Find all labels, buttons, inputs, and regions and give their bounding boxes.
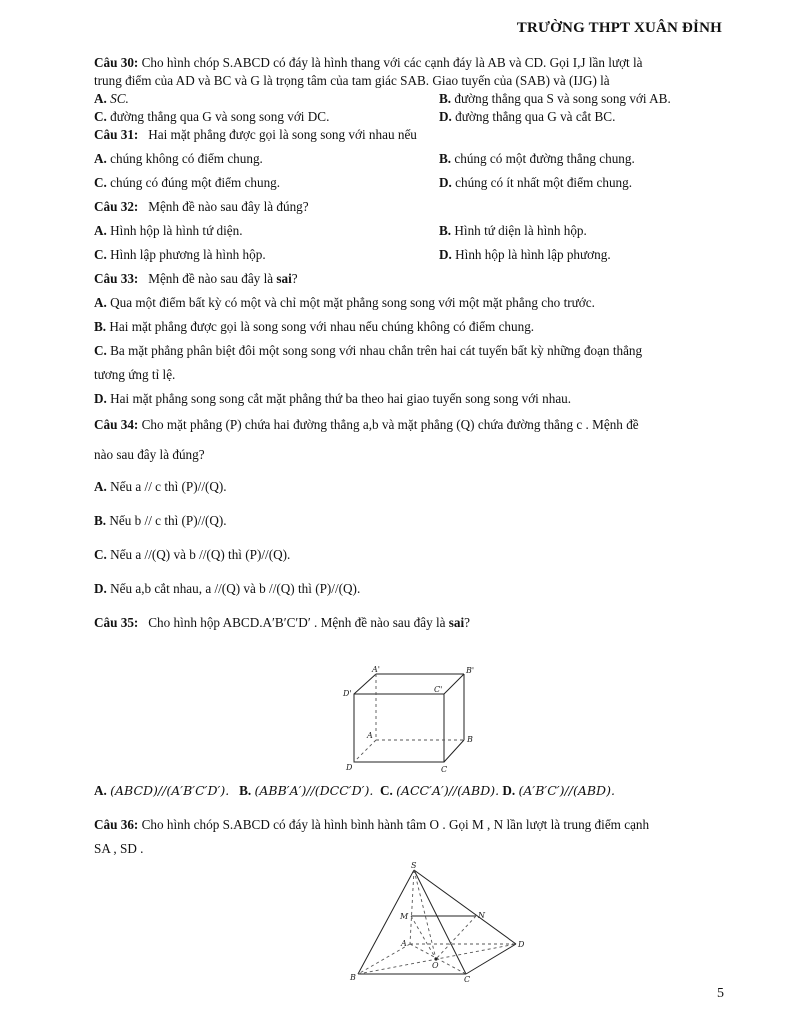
q30-c-label: C. (94, 109, 107, 124)
q34-d-label: D. (94, 581, 107, 596)
q33-text-post: ? (291, 271, 298, 286)
q33-a-label: A. (94, 295, 107, 310)
q31-label: Câu 31: (94, 127, 139, 142)
q35-box-figure (340, 664, 490, 774)
q34-a-label: A. (94, 479, 107, 494)
box-label-bprime: B' (466, 666, 475, 675)
q31-c-label: C. (94, 175, 107, 190)
q34-a: Nếu a // c thì (P)//(Q). (110, 479, 227, 494)
q36-stem (94, 816, 730, 834)
q30-c: đường thẳng qua G và song song với DC. (110, 109, 330, 124)
q35-c-label: C. (379, 783, 393, 798)
q31-stem (94, 126, 726, 144)
q31-text: Hai mặt phẳng được gọi là song song với nhau nếu (148, 127, 417, 142)
pyr-label-a: A (401, 939, 407, 948)
box-label-a: A (367, 731, 373, 740)
pyr-edge-s-d (414, 870, 516, 944)
q32-c: Hình lập phương là hình hộp. (110, 247, 266, 262)
q30-b: đường thẳng qua S và song song với AB. (454, 91, 671, 106)
q30-a-label: A. (94, 91, 107, 106)
box-hidden-a-d (354, 740, 376, 762)
q35-d-label: D. (502, 783, 516, 798)
q32-label: Câu 32: (94, 199, 139, 214)
q35-text-post: ? (464, 615, 471, 630)
q33-b-label: B. (94, 319, 107, 334)
q31-row1 (94, 150, 726, 168)
q30-b-label: B. (439, 91, 452, 106)
q34-b-label: B. (94, 513, 107, 528)
q34-stem-l2: nào sau đây là đúng? (94, 447, 205, 462)
box-label-cprime: C' (434, 685, 443, 694)
q34-c-label: C. (94, 547, 107, 562)
q33-a-line (94, 294, 726, 312)
q30-d-label: D. (439, 109, 452, 124)
q32-text: Mệnh đề nào sau đây là đúng? (148, 199, 309, 214)
q32-a-label: A. (94, 223, 107, 238)
q36-stem-l2: SA , SD . (94, 841, 144, 856)
q35-text-bold: sai (448, 615, 465, 630)
q35-label: Câu 35: (94, 615, 139, 630)
content (94, 54, 726, 632)
box-label-dprime: D' (343, 689, 352, 698)
pyr-label-o: O (432, 961, 439, 970)
q32-row1 (94, 222, 726, 240)
box-edge-b-c (444, 740, 464, 762)
q33-text-pre: Mệnh đề nào sau đây là (148, 271, 277, 286)
q33-label: Câu 33: (94, 271, 139, 286)
q31-row2 (94, 174, 726, 192)
q33-b-line (94, 318, 726, 336)
q32-a: Hình hộp là hình tứ diện. (110, 223, 243, 238)
box-edge-dprime-aprime (354, 674, 376, 694)
q34-c: Nếu a //(Q) và b //(Q) thì (P)//(Q). (110, 547, 291, 562)
q33-d-label: D. (94, 391, 107, 406)
q33-stem (94, 270, 726, 288)
q30-label: Câu 30: (94, 55, 139, 70)
q33-c-l1: Ba mặt phẳng phân biệt đôi một song song với nhau chắn trên hai cát tuyến bất kỳ những đoạn thẳng (110, 343, 643, 358)
pyr-hidden-s-a (410, 870, 414, 944)
q35-d: (A′B′C′)//(ABD). (518, 783, 615, 798)
q35-options (94, 782, 734, 800)
q34-a-line (94, 478, 726, 496)
pyr-edge-s-b (358, 870, 414, 974)
q32-d: Hình hộp là hình lập phương. (455, 247, 611, 262)
q34-text-l1: Cho mặt phẳng (P) chứa hai đường thẳng a,b và mặt phẳng (Q) chứa đường thẳng c . Mệnh đề (141, 417, 639, 432)
q35-b: (ABB′A′)//(DCC′D′). (254, 783, 374, 798)
q33-c-line2: tương ứng tỉ lệ. (94, 367, 176, 382)
q33-c-line (94, 342, 726, 360)
box-label-b: B (467, 735, 473, 744)
q35-a-label: A. (94, 783, 107, 798)
q32-row2 (94, 246, 726, 264)
q32-stem (94, 198, 726, 216)
box-label-aprime: A' (372, 665, 380, 674)
pyr-label-d: D (518, 940, 525, 949)
q31-a: chúng không có điểm chung. (110, 151, 263, 166)
pyr-label-c: C (464, 975, 471, 984)
q32-b-label: B. (439, 223, 452, 238)
q31-d-label: D. (439, 175, 452, 190)
q36-block (94, 816, 730, 858)
pyr-label-b: B (350, 973, 356, 982)
q33-b: Hai mặt phẳng được gọi là song song với nhau nếu chúng không có điểm chung. (109, 319, 535, 334)
q31-a-label: A. (94, 151, 107, 166)
q33-d: Hai mặt phẳng song song cắt mặt phẳng thứ ba theo hai giao tuyến song song với nhau. (110, 391, 572, 406)
q33-c-label: C. (94, 343, 107, 358)
q31-b: chúng có một đường thẳng chung. (454, 151, 635, 166)
q30-text-l1: Cho hình chóp S.ABCD có đáy là hình thang với các cạnh đáy là AB và CD. Gọi I,J lần lượt là (141, 55, 643, 70)
q34-label: Câu 34: (94, 417, 139, 432)
pyr-edge-c-d (466, 944, 516, 974)
q35-text-pre: Cho hình hộp ABCD.A′B′C′D′ . Mệnh đề nào sau đây là (148, 615, 449, 630)
pyr-label-m: M (400, 912, 409, 921)
box-front-face (354, 694, 444, 762)
q30-d: đường thẳng qua G và cắt BC. (455, 109, 616, 124)
q30-stem-l2: trung điểm của AD và BC và G là trọng tâm của tam giác SAB. Giao tuyến của (SAB) và (IJG) là (94, 73, 610, 88)
q34-c-line (94, 546, 726, 564)
q34-d: Nếu a,b cắt nhau, a //(Q) và b //(Q) thì (P)//(Q). (110, 581, 361, 596)
pyr-hidden-m-o (411, 916, 436, 959)
pyr-label-s: S (411, 862, 417, 870)
q36-label: Câu 36: (94, 817, 139, 832)
q31-d: chúng có ít nhất một điểm chung. (455, 175, 633, 190)
q35-c: (ACC′A′)//(ABD). (396, 783, 500, 798)
q32-c-label: C. (94, 247, 107, 262)
q34-b: Nếu b // c thì (P)//(Q). (109, 513, 227, 528)
school-header: TRƯỜNG THPT XUÂN ĐỈNH (516, 20, 722, 36)
q30-row1 (94, 90, 726, 108)
q35-stem (94, 614, 726, 632)
q33-d-line (94, 390, 726, 408)
q30-stem (94, 54, 726, 72)
box-label-d: D (346, 763, 353, 772)
pyr-label-n: N (478, 911, 485, 920)
q32-d-label: D. (439, 247, 452, 262)
q33-a: Qua một điểm bất kỳ có một và chỉ một mặt phẳng song song với một mặt phẳng cho trước. (110, 295, 595, 310)
page-number: 5 (717, 986, 724, 1001)
q34-d-line (94, 580, 726, 598)
q35-a: (ABCD)//(A′B′C′D′). (110, 783, 230, 798)
q35-b-label: B. (239, 783, 252, 798)
q34-stem (94, 416, 726, 434)
q31-c: chúng có đúng một điểm chung. (110, 175, 281, 190)
box-edge-bprime-cprime (444, 674, 464, 694)
q34-b-line (94, 512, 726, 530)
q33-text-bold: sai (276, 271, 292, 286)
q36-text-l1: Cho hình chóp S.ABCD có đáy là hình bình hành tâm O . Gọi M , N lần lượt là trung điểm cạnh (141, 817, 650, 832)
pyr-edge-s-c (414, 870, 466, 974)
q32-b: Hình tứ diện là hình hộp. (454, 223, 587, 238)
q36-pyramid-figure (348, 862, 528, 984)
q30-a: SC. (110, 91, 129, 106)
box-label-c: C (441, 765, 448, 774)
q30-row2 (94, 108, 726, 126)
q31-b-label: B. (439, 151, 452, 166)
